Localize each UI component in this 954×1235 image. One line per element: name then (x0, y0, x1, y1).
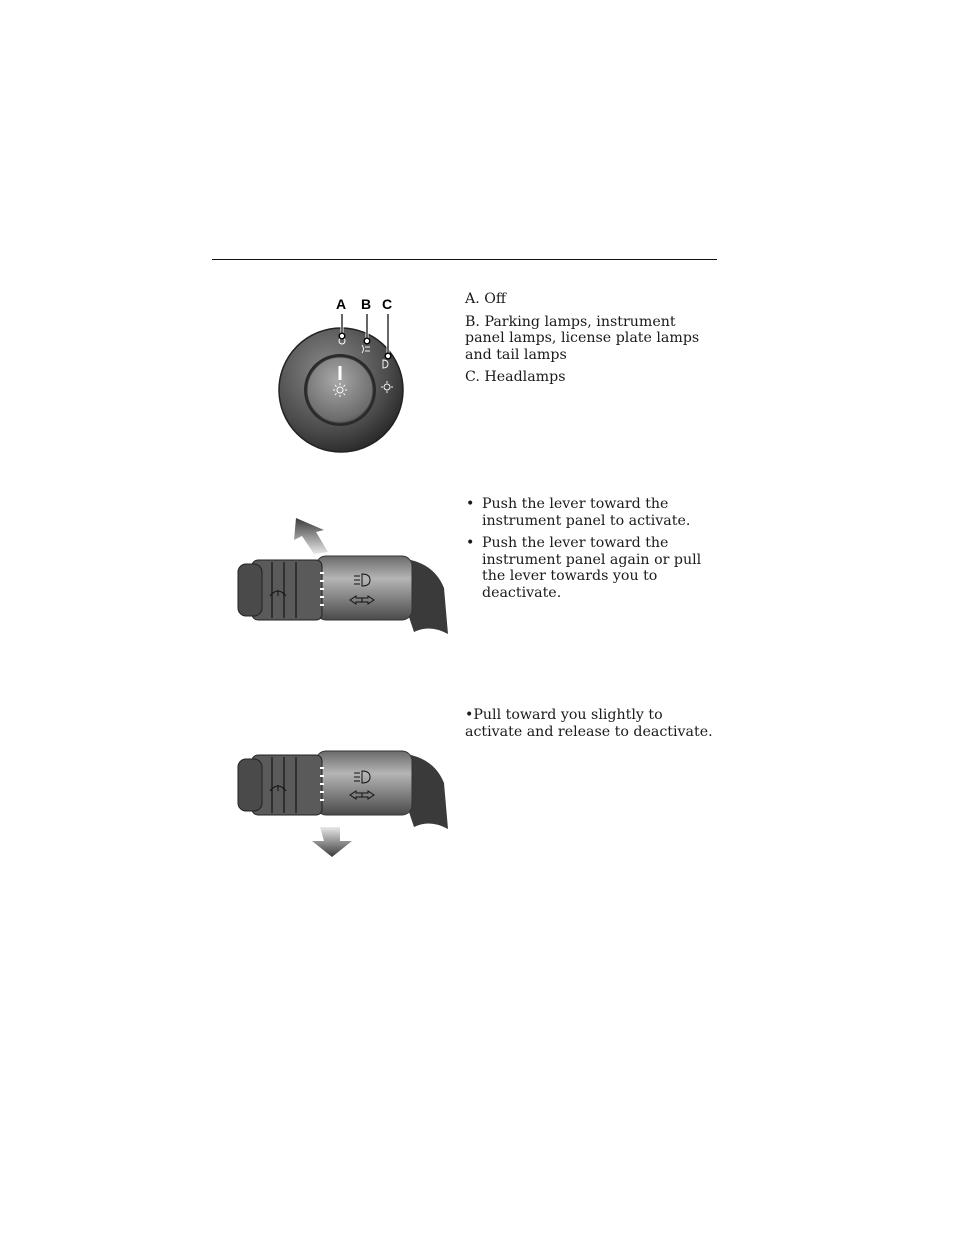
high-beam-instructions (465, 496, 717, 607)
high-beam-lever-figure (232, 510, 452, 640)
callout-c: C (382, 296, 393, 312)
lever-tip (238, 564, 262, 616)
callout-a: A (336, 296, 347, 312)
knob-pointer (339, 366, 342, 380)
high-beam-bullet-2: • Push the lever toward the instrument panel again or pull the lever towards you to deactivate. (465, 535, 717, 601)
push-arrow-icon (294, 518, 328, 554)
callout-a-dot (339, 333, 345, 339)
flash-to-pass-text: •Pull toward you slightly to activate and release to deactivate. (465, 707, 713, 740)
callout-b: B (361, 296, 372, 312)
lever-body (316, 556, 412, 620)
flash-to-pass-lever-figure (232, 745, 452, 860)
headlamp-control-figure (270, 290, 420, 460)
header-rule (212, 259, 717, 260)
flash-to-pass-instructions (465, 707, 717, 746)
callout-b-dot (364, 338, 370, 344)
pull-arrow-icon (312, 827, 352, 857)
legend-a: A. Off (465, 291, 506, 307)
callout-c-dot (385, 353, 391, 359)
headlamp-legend (465, 291, 717, 392)
high-beam-bullet-1: • Push the lever toward the instrument panel to activate. (465, 496, 717, 529)
legend-c: C. Headlamps (465, 369, 566, 385)
lever-tip (238, 759, 262, 811)
legend-b: B. Parking lamps, instrument panel lamps, license plate lamps and tail lamps (465, 313, 700, 363)
